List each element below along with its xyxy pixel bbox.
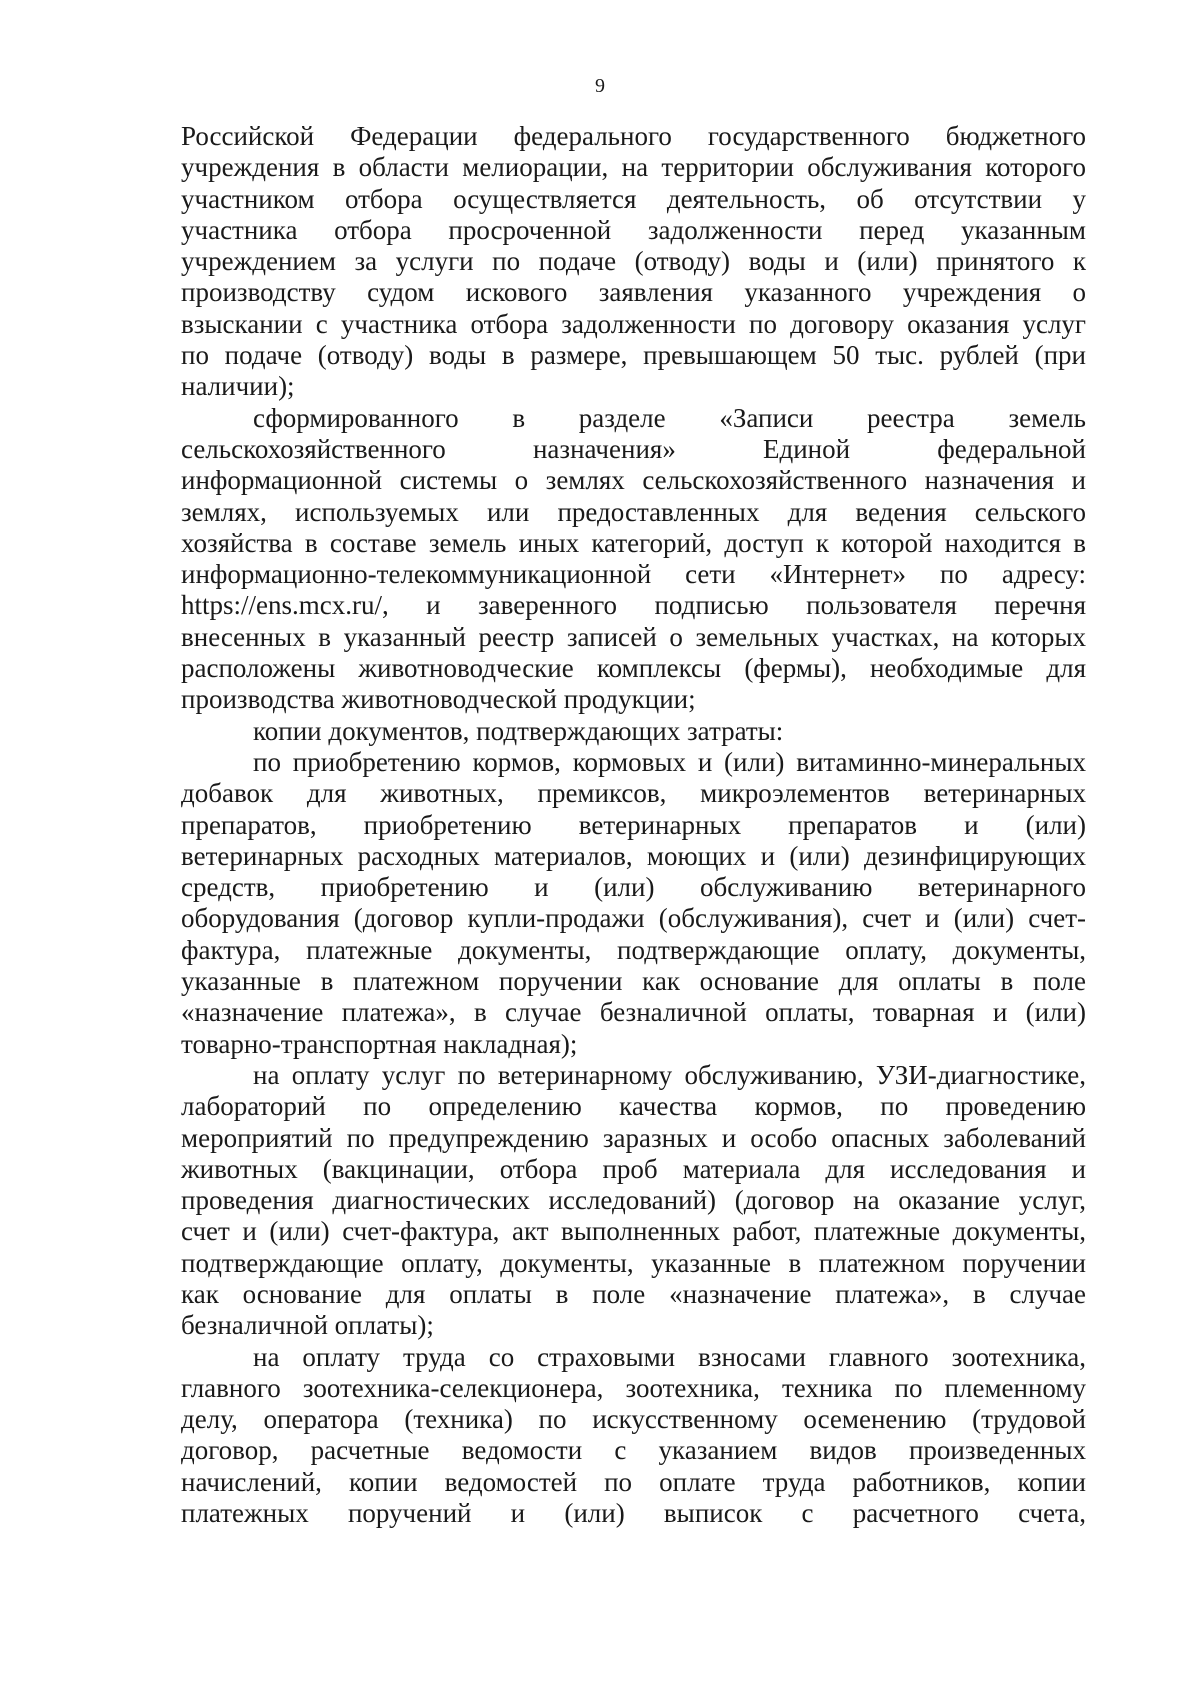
text-line: по приобретению кормов, кормовых и (или) витаминно-минеральных <box>253 746 1086 777</box>
text-line: внесенных в указанный реестр записей о земельных участках, на которых <box>181 621 1086 652</box>
text-line: договор, расчетные ведомости с указанием видов произведенных <box>181 1435 1086 1466</box>
text-line: платежных поручений и (или) выписок с расчетного счета, <box>181 1498 1086 1529</box>
text-line: мероприятий по предупреждению заразных и особо опасных заболеваний <box>181 1122 1086 1153</box>
text-line: по подаче (отводу) воды в размере, превышающем 50 тыс. рублей (при <box>181 340 1086 371</box>
text-line: участником отбора осуществляется деятельность, об отсутствии у <box>181 183 1086 214</box>
text-line: оборудования (договор купли-продажи (обслуживания), счет и (или) счет- <box>181 903 1086 934</box>
text-line: средств, приобретению и (или) обслуживанию ветеринарного <box>181 872 1086 903</box>
text-line: «назначение платежа», в случае безналичной оплаты, товарная и (или) <box>181 997 1086 1028</box>
text-line: лабораторий по определению качества кормов, по проведению <box>181 1091 1086 1122</box>
text-line: сформированного в разделе «Записи реестра земель <box>253 402 1086 433</box>
text-line: на оплату услуг по ветеринарному обслуживанию, УЗИ-диагностике, <box>253 1059 1086 1090</box>
text-line: учреждения в области мелиорации, на территории обслуживания которого <box>181 152 1086 183</box>
text-line: расположены животноводческие комплексы (фермы), необходимые для <box>181 653 1086 684</box>
text-line: копии документов, подтверждающих затраты: <box>253 715 784 746</box>
text-line: хозяйства в составе земель иных категорий, доступ к которой находится в <box>181 527 1086 558</box>
text-line: счет и (или) счет-фактура, акт выполненных работ, платежные документы, <box>181 1216 1086 1247</box>
text-line: товарно-транспортная накладная); <box>181 1028 578 1059</box>
text-line: информационно-телекоммуникационной сети «Интернет» по адресу: <box>181 559 1086 590</box>
text-line: животных (вакцинации, отбора проб материала для исследования и <box>181 1153 1086 1184</box>
text-line: производству судом искового заявления указанного учреждения о <box>181 277 1086 308</box>
text-line: наличии); <box>181 371 295 402</box>
page-number: 9 <box>595 75 605 97</box>
text-line: производства животноводческой продукции; <box>181 684 696 715</box>
text-line: делу, оператора (техника) по искусственному осеменению (трудовой <box>181 1404 1086 1435</box>
text-line: на оплату труда со страховыми взносами главного зоотехника, <box>253 1341 1086 1372</box>
text-line: подтверждающие оплату, документы, указанные в платежном поручении <box>181 1247 1086 1278</box>
text-line: безналичной оплаты); <box>181 1310 434 1341</box>
text-line: землях, используемых или предоставленных для ведения сельского <box>181 496 1086 527</box>
text-line: фактура, платежные документы, подтверждающие оплату, документы, <box>181 934 1086 965</box>
text-line: добавок для животных, премиксов, микроэлементов ветеринарных <box>181 778 1086 809</box>
text-line: начислений, копии ведомостей по оплате труда работников, копии <box>181 1466 1086 1497</box>
text-line: главного зоотехника-селекционера, зоотехника, техника по племенному <box>181 1372 1086 1403</box>
text-line: указанные в платежном поручении как основание для оплаты в поле <box>181 966 1086 997</box>
document-body <box>181 121 1086 1529</box>
text-line: учреждением за услуги по подаче (отводу) воды и (или) принятого к <box>181 246 1086 277</box>
text-line: информационной системы о землях сельскохозяйственного назначения и <box>181 465 1086 496</box>
text-line: Российской Федерации федерального государственного бюджетного <box>181 121 1086 151</box>
text-line: https://ens.mcx.ru/, и заверенного подписью пользователя перечня <box>181 590 1086 621</box>
text-line: ветеринарных расходных материалов, моющих и (или) дезинфицирующих <box>181 840 1086 871</box>
text-line: сельскохозяйственного назначения» Единой федеральной <box>181 433 1086 464</box>
text-line: как основание для оплаты в поле «назначение платежа», в случае <box>181 1278 1086 1309</box>
text-line: проведения диагностических исследований) (договор на оказание услуг, <box>181 1185 1086 1216</box>
text-line: участника отбора просроченной задолженности перед указанным <box>181 214 1086 245</box>
text-line: препаратов, приобретению ветеринарных препаратов и (или) <box>181 809 1086 840</box>
text-line: взыскании с участника отбора задолженности по договору оказания услуг <box>181 308 1086 339</box>
